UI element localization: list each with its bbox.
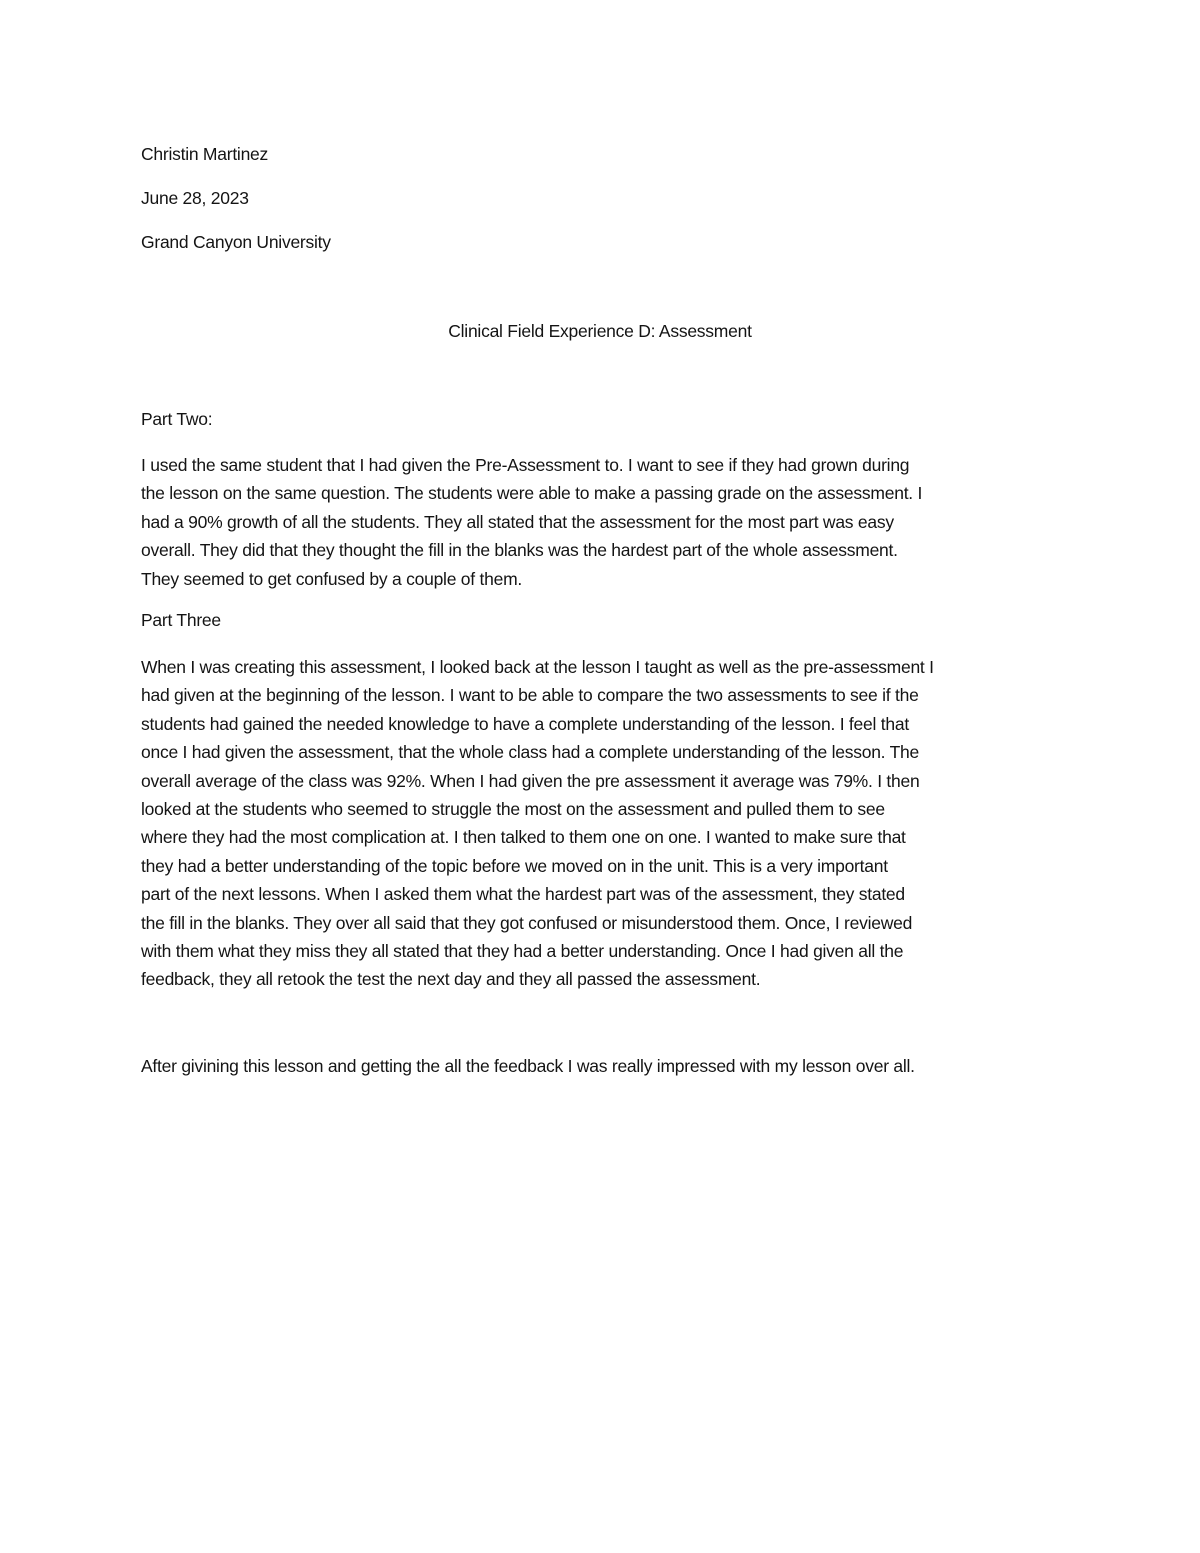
paragraph-line: they had a better understanding of the topic before we moved on in the unit. This is a very important <box>141 855 888 876</box>
part-two-heading: Part Two: <box>141 409 213 429</box>
paragraph-line: where they had the most complication at. I then talked to them one on one. I wanted to make sure that <box>141 827 906 848</box>
paragraph-line: part of the next lessons. When I asked them what the hardest part was of the assessment, they stated <box>141 884 905 905</box>
closing-paragraph: After givining this lesson and getting the all the feedback I was really impressed with my lesson over all. <box>141 1056 915 1076</box>
paragraph-line: had a 90% growth of all the students. They all stated that the assessment for the most part was easy <box>141 511 894 532</box>
paragraph-line: the lesson on the same question. The students were able to make a passing grade on the assessment. I <box>141 483 923 504</box>
paragraph-line: I used the same student that I had given the Pre-Assessment to. I want to see if they had grown during <box>141 455 910 475</box>
paragraph-line: looked at the students who seemed to struggle the most on the assessment and pulled them to see <box>141 799 885 820</box>
paragraph-line: feedback, they all retook the test the next day and they all passed the assessment. <box>141 969 761 990</box>
paragraph-line: They seemed to get confused by a couple of them. <box>141 568 523 589</box>
document-title: Clinical Field Experience D: Assessment <box>448 321 752 341</box>
paragraph-line: overall average of the class was 92%. When I had given the pre assessment it average was 79%. I then <box>141 770 920 791</box>
part-three-paragraph <box>141 653 1061 994</box>
document-date: June 28, 2023 <box>141 188 249 208</box>
paragraph-line: students had gained the needed knowledge to have a complete understanding of the lesson. I feel that <box>141 713 909 734</box>
paragraph-line: When I was creating this assessment, I looked back at the lesson I taught as well as the pre-assessment I <box>141 657 934 677</box>
school-name: Grand Canyon University <box>141 232 331 252</box>
paragraph-line: had given at the beginning of the lesson. I want to be able to compare the two assessments to see if the <box>141 685 919 706</box>
author-name: Christin Martinez <box>141 144 269 164</box>
paragraph-line: the fill in the blanks. They over all said that they got confused or misunderstood them. Once, I reviewed <box>141 912 913 933</box>
part-two-paragraph <box>141 451 1061 593</box>
part-three-heading: Part Three <box>141 610 221 630</box>
paragraph-line: with them what they miss they all stated that they had a better understanding. Once I had given all the <box>141 941 904 962</box>
paragraph-line: once I had given the assessment, that the whole class had a complete understanding of the lesson. The <box>141 742 919 763</box>
paragraph-line: overall. They did that they thought the fill in the blanks was the hardest part of the whole assessment. <box>141 540 898 561</box>
